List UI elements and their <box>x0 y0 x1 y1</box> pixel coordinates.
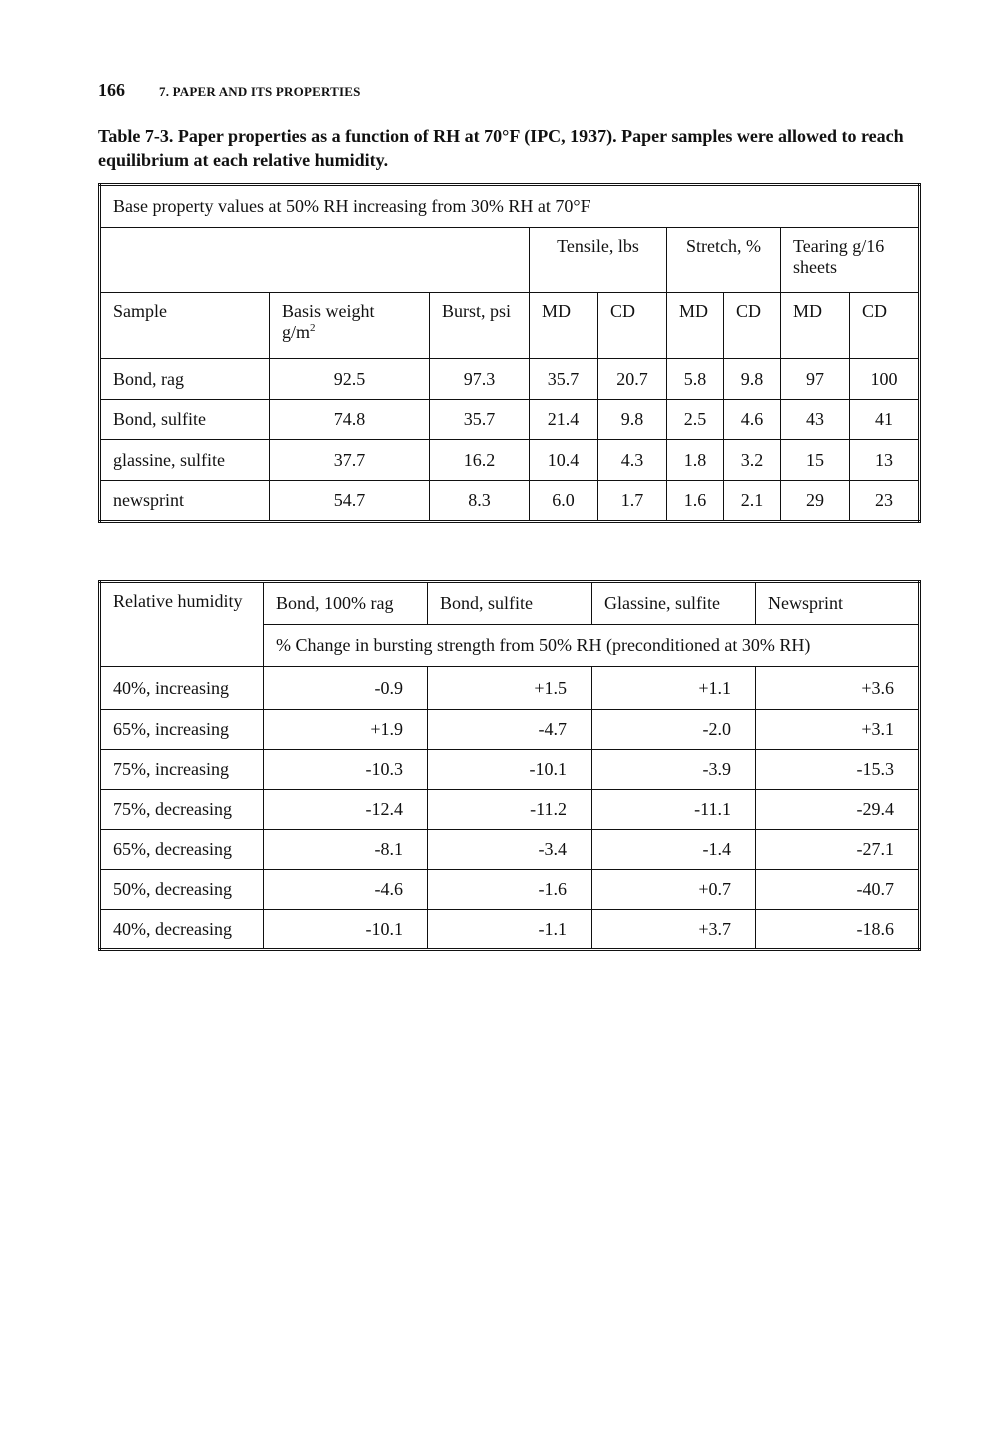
stretch-group-header: Stretch, % <box>667 228 781 293</box>
base-properties-table <box>98 183 921 523</box>
value-cell: 15 <box>781 440 850 481</box>
rh-cell: 65%, decreasing <box>100 830 264 870</box>
value-cell: 13 <box>850 440 920 481</box>
value-cell: +3.1 <box>756 710 920 750</box>
value-cell: 5.8 <box>667 359 724 400</box>
value-cell: 3.2 <box>724 440 781 481</box>
rh-cell: 50%, decreasing <box>100 870 264 910</box>
rh-cell: 75%, decreasing <box>100 790 264 830</box>
value-cell: 23 <box>850 481 920 522</box>
value-cell: 2.5 <box>667 400 724 440</box>
value-cell: 16.2 <box>430 440 530 481</box>
value-cell: 8.3 <box>430 481 530 522</box>
table-row <box>100 870 920 910</box>
value-cell: +1.9 <box>264 710 428 750</box>
stretch-md-header: MD <box>667 293 724 359</box>
value-cell: 4.6 <box>724 400 781 440</box>
sample-column-header: Sample <box>100 293 270 359</box>
newsprint-column-header: Newsprint <box>756 582 920 625</box>
sample-cell: glassine, sulfite <box>100 440 270 481</box>
value-cell: -27.1 <box>756 830 920 870</box>
table-caption: Table 7-3. Paper properties as a function of RH at 70°F (IPC, 1937). Paper samples were allowed to reach equilibrium at each relative humidity. <box>98 126 904 170</box>
value-cell: -0.9 <box>264 667 428 710</box>
tearing-md-header: MD <box>781 293 850 359</box>
value-cell: 100 <box>850 359 920 400</box>
rh-cell: 40%, decreasing <box>100 910 264 950</box>
value-cell: -12.4 <box>264 790 428 830</box>
glassine-sulfite-column-header: Glassine, sulfite <box>592 582 756 625</box>
rh-cell: 65%, increasing <box>100 710 264 750</box>
table-row <box>100 667 920 710</box>
value-cell: -4.6 <box>264 870 428 910</box>
bond-rag-column-header: Bond, 100% rag <box>264 582 428 625</box>
tensile-md-header: MD <box>530 293 598 359</box>
value-cell: 1.8 <box>667 440 724 481</box>
rh-cell: 75%, increasing <box>100 750 264 790</box>
bursting-strength-change-table <box>98 580 921 951</box>
bursting-strength-subheader: % Change in bursting strength from 50% RH (preconditioned at 30% RH) <box>264 625 920 667</box>
value-cell: -1.4 <box>592 830 756 870</box>
table-row <box>100 481 920 522</box>
value-cell: 6.0 <box>530 481 598 522</box>
value-cell: 21.4 <box>530 400 598 440</box>
table-row <box>100 830 920 870</box>
value-cell: 20.7 <box>598 359 667 400</box>
value-cell: 1.6 <box>667 481 724 522</box>
value-cell: 54.7 <box>270 481 430 522</box>
value-cell: -4.7 <box>428 710 592 750</box>
value-cell: 41 <box>850 400 920 440</box>
table-row <box>100 910 920 950</box>
table1-blank-header <box>100 228 530 293</box>
value-cell: -1.1 <box>428 910 592 950</box>
value-cell: 37.7 <box>270 440 430 481</box>
value-cell: -11.1 <box>592 790 756 830</box>
basis-weight-column-header: Basis weight $g/m^2$ <box>270 293 430 359</box>
sample-cell: Bond, rag <box>100 359 270 400</box>
value-cell: 4.3 <box>598 440 667 481</box>
value-cell: +3.6 <box>756 667 920 710</box>
tensile-group-header: Tensile, lbs <box>530 228 667 293</box>
table-row <box>100 440 920 481</box>
value-cell: 97.3 <box>430 359 530 400</box>
value-cell: -29.4 <box>756 790 920 830</box>
value-cell: -11.2 <box>428 790 592 830</box>
value-cell: 9.8 <box>724 359 781 400</box>
stretch-cd-header: CD <box>724 293 781 359</box>
value-cell: -18.6 <box>756 910 920 950</box>
value-cell: 35.7 <box>430 400 530 440</box>
table-row <box>100 750 920 790</box>
value-cell: 1.7 <box>598 481 667 522</box>
value-cell: 9.8 <box>598 400 667 440</box>
table-row <box>100 790 920 830</box>
value-cell: +1.1 <box>592 667 756 710</box>
bond-sulfite-column-header: Bond, sulfite <box>428 582 592 625</box>
tearing-group-header: Tearing g/16 sheets <box>781 228 920 293</box>
relative-humidity-header: Relative humidity <box>100 582 264 667</box>
value-cell: 43 <box>781 400 850 440</box>
table1-title: Base property values at 50% RH increasing from 30% RH at 70°F <box>100 185 920 228</box>
sample-cell: Bond, sulfite <box>100 400 270 440</box>
value-cell: 35.7 <box>530 359 598 400</box>
page-number: 166 <box>98 80 125 100</box>
value-cell: -3.4 <box>428 830 592 870</box>
value-cell: -10.3 <box>264 750 428 790</box>
value-cell: -3.9 <box>592 750 756 790</box>
value-cell: 2.1 <box>724 481 781 522</box>
value-cell: -8.1 <box>264 830 428 870</box>
value-cell: 92.5 <box>270 359 430 400</box>
burst-column-header: Burst, psi <box>430 293 530 359</box>
running-title: 7. PAPER AND ITS PROPERTIES <box>159 84 361 99</box>
value-cell: 74.8 <box>270 400 430 440</box>
tearing-cd-header: CD <box>850 293 920 359</box>
table-row <box>100 400 920 440</box>
value-cell: -40.7 <box>756 870 920 910</box>
value-cell: -2.0 <box>592 710 756 750</box>
value-cell: -10.1 <box>428 750 592 790</box>
page-header <box>98 80 361 101</box>
value-cell: -10.1 <box>264 910 428 950</box>
value-cell: -15.3 <box>756 750 920 790</box>
table-row <box>100 710 920 750</box>
value-cell: 97 <box>781 359 850 400</box>
value-cell: +0.7 <box>592 870 756 910</box>
table-row <box>100 359 920 400</box>
value-cell: 29 <box>781 481 850 522</box>
value-cell: +1.5 <box>428 667 592 710</box>
value-cell: 10.4 <box>530 440 598 481</box>
tensile-cd-header: CD <box>598 293 667 359</box>
rh-cell: 40%, increasing <box>100 667 264 710</box>
value-cell: +3.7 <box>592 910 756 950</box>
sample-cell: newsprint <box>100 481 270 522</box>
value-cell: -1.6 <box>428 870 592 910</box>
